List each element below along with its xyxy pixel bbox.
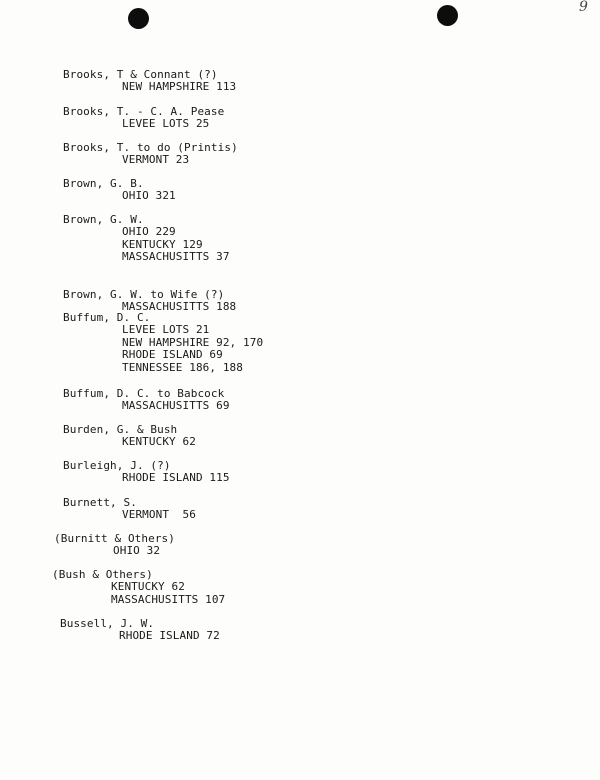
- index-entry: [63, 388, 230, 413]
- index-entry: [63, 214, 230, 264]
- entry-name: Burleigh, J. (?): [63, 459, 171, 472]
- entry-reference: LEVEE LOTS 25: [122, 117, 210, 131]
- index-entry: [63, 497, 196, 522]
- entry-name: Brooks, T. - C. A. Pease: [63, 105, 225, 118]
- entry-name: Bussell, J. W.: [60, 617, 155, 630]
- entry-reference: RHODE ISLAND 72: [119, 629, 220, 643]
- entry-reference-list: [63, 472, 230, 484]
- index-entry: [60, 618, 220, 643]
- index-entry: [63, 106, 224, 131]
- entry-name: Burnett, S.: [63, 496, 137, 509]
- entry-reference-list: [52, 581, 225, 606]
- entry-reference: VERMONT 23: [122, 153, 190, 167]
- punch-hole-left: [128, 8, 149, 29]
- entry-reference-list: [54, 545, 175, 557]
- index-entry: [54, 533, 175, 558]
- entry-reference-list: [60, 630, 220, 642]
- entry-name: Burden, G. & Bush: [63, 423, 178, 436]
- entry-reference: MASSACHUSITTS 69: [122, 399, 230, 413]
- punch-hole-right: [437, 5, 458, 26]
- entry-reference-list: [63, 81, 236, 93]
- entry-name: (Bush & Others): [52, 568, 153, 581]
- index-entry: [63, 69, 236, 94]
- entry-reference: VERMONT 56: [122, 508, 196, 522]
- entry-reference: RHODE ISLAND 115: [122, 471, 230, 485]
- entry-reference: MASSACHUSITTS 37: [122, 250, 230, 264]
- entry-reference: OHIO 32: [113, 544, 161, 558]
- entry-reference: KENTUCKY 62: [111, 580, 185, 594]
- entry-reference: RHODE ISLAND 69: [122, 348, 223, 362]
- entry-name: Brown, G. W. to Wife (?): [63, 288, 225, 301]
- index-entry: [63, 312, 263, 374]
- entry-name: (Burnitt & Others): [54, 532, 176, 545]
- index-entry: [63, 460, 230, 485]
- entry-name: Buffum, D. C. to Babcock: [63, 387, 225, 400]
- entry-name: Brooks, T. to do (Printis): [63, 141, 238, 154]
- entry-reference: MASSACHUSITTS 107: [111, 592, 226, 606]
- entry-reference-list: [63, 154, 238, 166]
- entry-reference-list: [63, 400, 230, 412]
- entry-reference: NEW HAMPSHIRE 92, 170: [122, 335, 264, 349]
- entry-reference-list: [63, 190, 176, 202]
- entry-reference: OHIO 321: [122, 189, 176, 203]
- entry-reference-list: [63, 118, 224, 130]
- entry-reference: TENNESSEE 186, 188: [122, 360, 244, 374]
- entry-reference-list: [63, 436, 196, 448]
- entry-name: Brown, G. B.: [63, 177, 144, 190]
- entry-reference: NEW HAMPSHIRE 113: [122, 80, 237, 94]
- entry-reference: MASSACHUSITTS 188: [122, 300, 237, 314]
- entry-reference-list: [63, 226, 230, 263]
- entry-reference: KENTUCKY 129: [122, 237, 203, 251]
- index-entry: [63, 424, 196, 449]
- entry-name: Brown, G. W.: [63, 213, 144, 226]
- index-entry: [52, 569, 225, 606]
- entry-name: Brooks, T & Connant (?): [63, 68, 218, 81]
- entry-reference: OHIO 229: [122, 225, 176, 239]
- index-entry: [63, 178, 176, 203]
- entry-name: Buffum, D. C.: [63, 311, 151, 324]
- entry-reference: KENTUCKY 62: [122, 435, 196, 449]
- entry-reference-list: [63, 324, 263, 374]
- entry-reference: LEVEE LOTS 21: [122, 323, 210, 337]
- entry-reference-list: [63, 509, 196, 521]
- page-number: 9: [579, 0, 588, 15]
- index-entry: [63, 142, 238, 167]
